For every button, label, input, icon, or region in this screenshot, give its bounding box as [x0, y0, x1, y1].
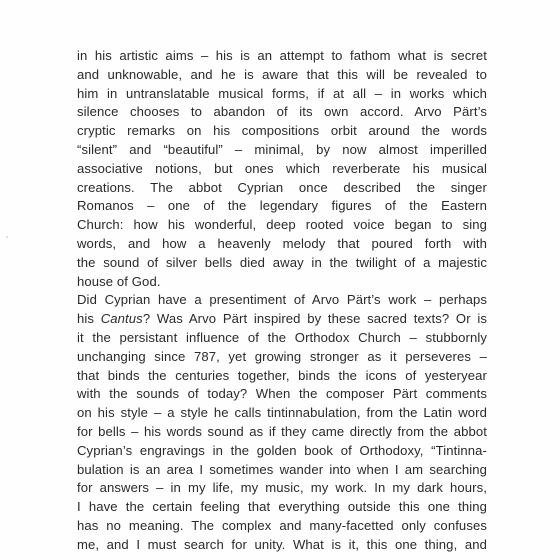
text-line-25: I have the certain feeling that everything outside this one thing [77, 499, 487, 515]
text-line-23: bulation is an area I sometimes wander into when I am searching [77, 461, 487, 477]
text-line-15-after: ? Was Arvo Pärt inspired by these sacred texts? Or is [142, 311, 487, 327]
text-line-19: with the sounds of today? When the composer Pärt comments [77, 386, 487, 402]
text-line-17: unchanging since 787, yet growing stronger as it perseveres – [77, 348, 487, 364]
text-line-3: him in untranslatable musical forms, if at all – in works which [77, 85, 487, 101]
text-line-4: silence chooses to abandon of its own accord. Arvo Pärt’s [77, 104, 487, 120]
text-line-12: the sound of silver bells died away in the twilight of a majestic [77, 254, 487, 270]
text-line-22: Cyprian’s engravings in the golden book of Orthodoxy, “Tintinna- [77, 442, 487, 458]
body-text [77, 47, 487, 555]
text-line-15 [77, 310, 487, 329]
text-line-21: for bells – his words sound as if they came directly from the abbot [77, 423, 487, 439]
text-line-11: words, and how a heavenly melody that poured forth with [77, 235, 487, 251]
text-line-2: and unknowable, and he is aware that this will be revealed to [77, 66, 487, 82]
text-line-9: Romanos – one of the legendary figures of the Eastern [77, 198, 487, 214]
text-line-16: it the persistant influence of the Orthodox Church – stubbornly [77, 329, 487, 345]
text-line-6: “silent” and “beautiful” – minimal, by now almost imperilled [77, 141, 487, 157]
text-line-13: house of God. [77, 273, 161, 289]
text-line-15-before: his [77, 311, 101, 327]
text-line-14: Did Cyprian have a presentiment of Arvo Pärt’s work – perhaps [77, 292, 487, 308]
text-line-24: for answers – in my life, my music, my work. In my dark hours, [77, 480, 487, 496]
cantus-italic: Cantus [100, 311, 143, 327]
text-line-10: Church: how his wonderful, deep rooted voice began to sing [77, 217, 487, 233]
page-speck [6, 236, 8, 238]
text-line-1: in his artistic aims – his is an attempt to fathom what is secret [77, 48, 487, 63]
text-line-27: me, and I must search for unity. What is it, this one thing, and [77, 536, 487, 552]
text-line-8: creations. The abbot Cyprian once described the singer [77, 179, 487, 195]
text-line-20: on his style – a style he calls tintinnabulation, from the Latin word [77, 405, 487, 421]
text-line-5: cryptic remarks on his compositions orbit around the words [77, 123, 487, 139]
text-line-18: that binds the centuries together, binds the icons of yesteryear [77, 367, 487, 383]
text-line-7: associative notions, but ones which reverberate his musical [77, 160, 487, 176]
text-line-26: has no meaning. The complex and many-facetted only confuses [77, 517, 487, 533]
